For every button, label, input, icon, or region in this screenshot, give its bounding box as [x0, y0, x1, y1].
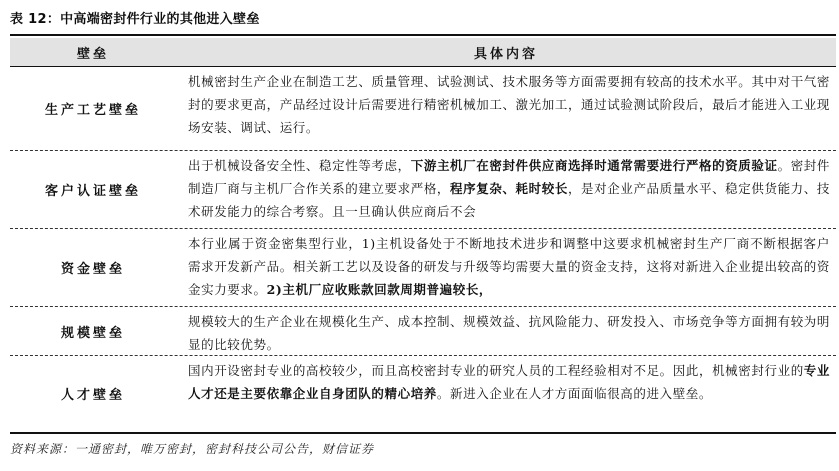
- emphasized-text: 专业人才还是主要依靠企业自身团队的精心培养: [188, 363, 830, 401]
- bottom-rule: [10, 432, 836, 434]
- row-content: [188, 232, 830, 303]
- body-text: ，是对企业产品质量水平、稳定供货能力、技术研发能力的综合考察。且一旦确认供应商后不会: [188, 181, 830, 219]
- emphasized-text: 2)主机厂应收账款回款周期普遍较长，: [266, 282, 493, 297]
- table-header: [10, 38, 836, 67]
- table-row: [10, 67, 836, 150]
- emphasized-text: 下游主机厂在密封件供应商选择时通常需要进行严格的资质验证: [410, 158, 778, 173]
- table-row: [10, 229, 836, 306]
- table-row: [10, 151, 836, 228]
- row-content: [188, 154, 830, 225]
- body-text: 出于机械设备安全性、稳定性等考虑，: [188, 158, 411, 173]
- row-label: 人才壁垒: [60, 388, 125, 403]
- body-text: 国内开设密封专业的高校较少，而且高校密封专业的研究人员的工程经验相对不足。因此，机械密封行业的: [188, 363, 804, 378]
- body-text: 。新进入企业在人才方面面临很高的进入壁垒。: [436, 386, 713, 401]
- body-text: 规模较大的生产企业在规模化生产、成本控制、规模效益、抗风险能力、研发投入、市场竞争等方面拥有较为明显的比较优势。: [188, 314, 830, 352]
- body-text: 。密封件制造厂商与主机厂合作关系的建立要求严格，: [188, 158, 830, 196]
- source-note: 资料来源：一通密封，唯万密封，密封科技公司公告，财信证券: [10, 441, 375, 456]
- row-label: 客户认证壁垒: [44, 184, 141, 199]
- header-barrier: 壁垒: [76, 46, 109, 62]
- body-text: 本行业属于资金密集型行业，1)主机设备处于不断地技术进步和调整中这要求机械密封生产厂商不断根据客户需求开发新产品。相关新工艺以及设备的研发与升级等均需要大量的资金支持，这将对新进入企业提出较高的资金实力要求。: [188, 236, 830, 297]
- body-text: 机械密封生产企业在制造工艺、质量管理、试验测试、技术服务等方面需要拥有较高的技术水平。其中对干气密封的要求更高，产品经过设计后需要进行精密机械加工、激光加工，通过试验测试阶段后，最后才能进入工业现场安装、调试、运行。: [188, 74, 830, 135]
- emphasized-text: 程序复杂、耗时较长: [450, 181, 568, 196]
- row-content: [188, 70, 830, 148]
- table-title: 表 12：中高端密封件行业的其他进入壁垒: [10, 11, 260, 27]
- table-row: [10, 356, 836, 431]
- row-label: 资金壁垒: [60, 262, 125, 277]
- header-content: 具体内容: [473, 46, 538, 62]
- row-label: 规模壁垒: [60, 325, 125, 341]
- top-rule: [10, 34, 836, 36]
- row-content: [188, 310, 830, 357]
- row-label: 生产工艺壁垒: [44, 103, 141, 118]
- row-content: [188, 359, 830, 430]
- table-row: [10, 307, 836, 355]
